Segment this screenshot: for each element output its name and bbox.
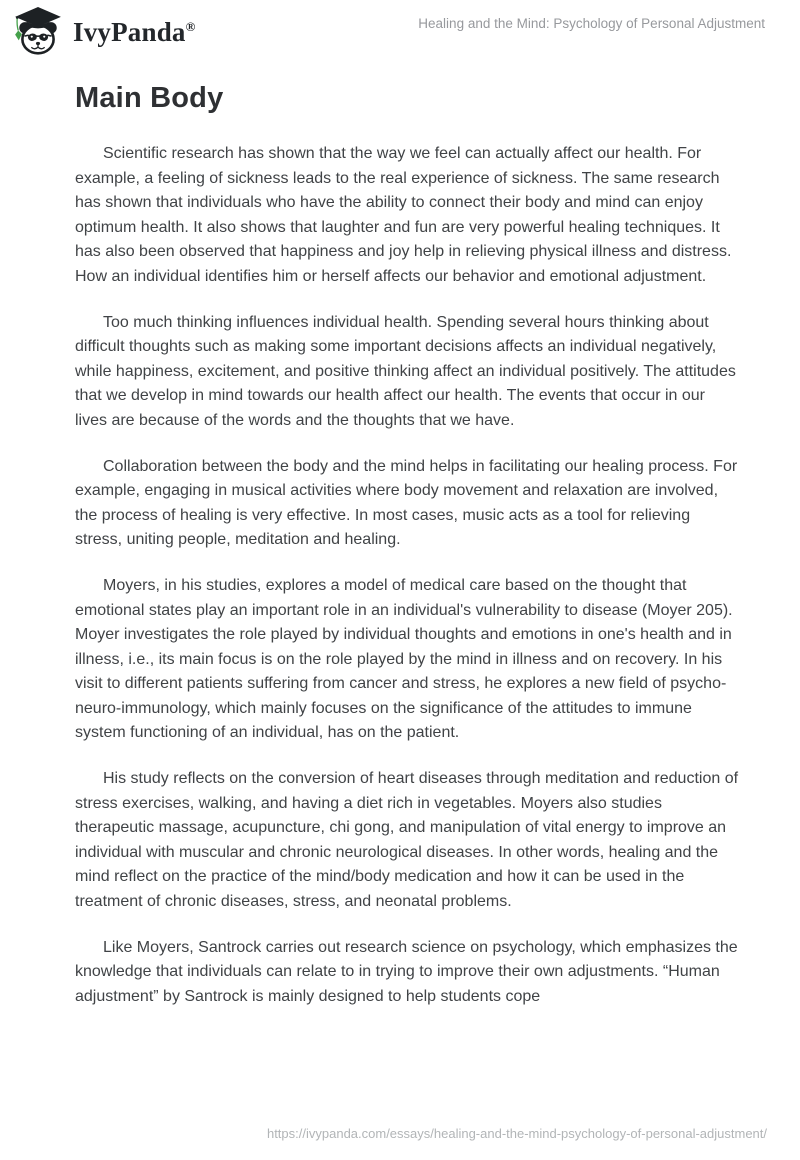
page-footer [267, 1126, 767, 1141]
ivypanda-logo-link[interactable] [12, 6, 196, 58]
registered-trademark: ® [185, 19, 196, 34]
essay-paragraph-6: Like Moyers, Santrock carries out research science on psychology, which emphasizes the knowledge that individuals can relate to in trying to improve their own adjustments. “Human adjustment” by Santrock is mainly designed to help students cope [75, 938, 738, 1005]
essay-paragraph-5: His study reflects on the conversion of heart diseases through meditation and reduction of stress exercises, walking, and having a diet rich in vegetables. Moyers also studies therapeutic massage, acupuncture, chi gong, and manipulation of vital energy to improve an individual with muscular and chronic neurological diseases. In other words, healing and the mind reflect on the practice of the mind/body medication and how it can be used in the treatment of chronic diseases, stress, and neonatal problems. [75, 770, 739, 911]
page-header [0, 0, 800, 60]
essay-content [0, 82, 800, 1009]
essay-body [75, 142, 739, 1009]
brand-wordmark: IvyPanda® [73, 17, 196, 47]
document-title: Healing and the Mind: Psychology of Personal Adjustment [418, 16, 765, 31]
essay-paragraph-4: Moyers, in his studies, explores a model of medical care based on the thought that emotional states play an important role in an individual's vulnerability to disease (Moyer 205). Moyer investigates the role played by individual thoughts and emotions in one's health and in illness, i.e., its main focus is on the role played by the mind in illness and on recovery. In his visit to different patients suffering from cancer and stress, he explores a new field of psycho-neuro-immunology, which mainly focuses on the significance of the attitudes to immune system functioning of an individual, has on the patient. [75, 576, 733, 742]
section-heading: Main Body [75, 82, 224, 114]
essay-paragraph-1: Scientific research has shown that the way we feel can actually affect our health. For example, a feeling of sickness leads to the real experience of sickness. The same research has shown that individuals who have the ability to connect their body and mind can enjoy optimum health. It also shows that laughter and fun are very powerful healing techniques. It has also been observed that happiness and joy help in relieving physical illness and distress. How an individual identifies him or herself affects our behavior and emotional adjustment. [75, 145, 732, 285]
essay-paragraph-3: Collaboration between the body and the mind helps in facilitating our healing process. For example, engaging in musical activities where body movement and relaxation are involved, the process of healing is very effective. In most cases, music acts as a tool for relieving stress, uniting people, meditation and healing. [75, 457, 738, 549]
source-url[interactable]: https://ivypanda.com/essays/healing-and-the-mind-psychology-of-personal-adjustment/ [266, 1126, 767, 1141]
panda-graduation-cap-icon [12, 6, 64, 58]
essay-paragraph-2: Too much thinking influences individual health. Spending several hours thinking about difficult thoughts such as making some important decisions affects an individual negatively, while happiness, excitement, and positive thinking affect an individual positively. The attitudes that we develop in mind towards our health affect our health. The events that occur in our lives are because of the words and the thoughts that we have. [75, 313, 736, 429]
